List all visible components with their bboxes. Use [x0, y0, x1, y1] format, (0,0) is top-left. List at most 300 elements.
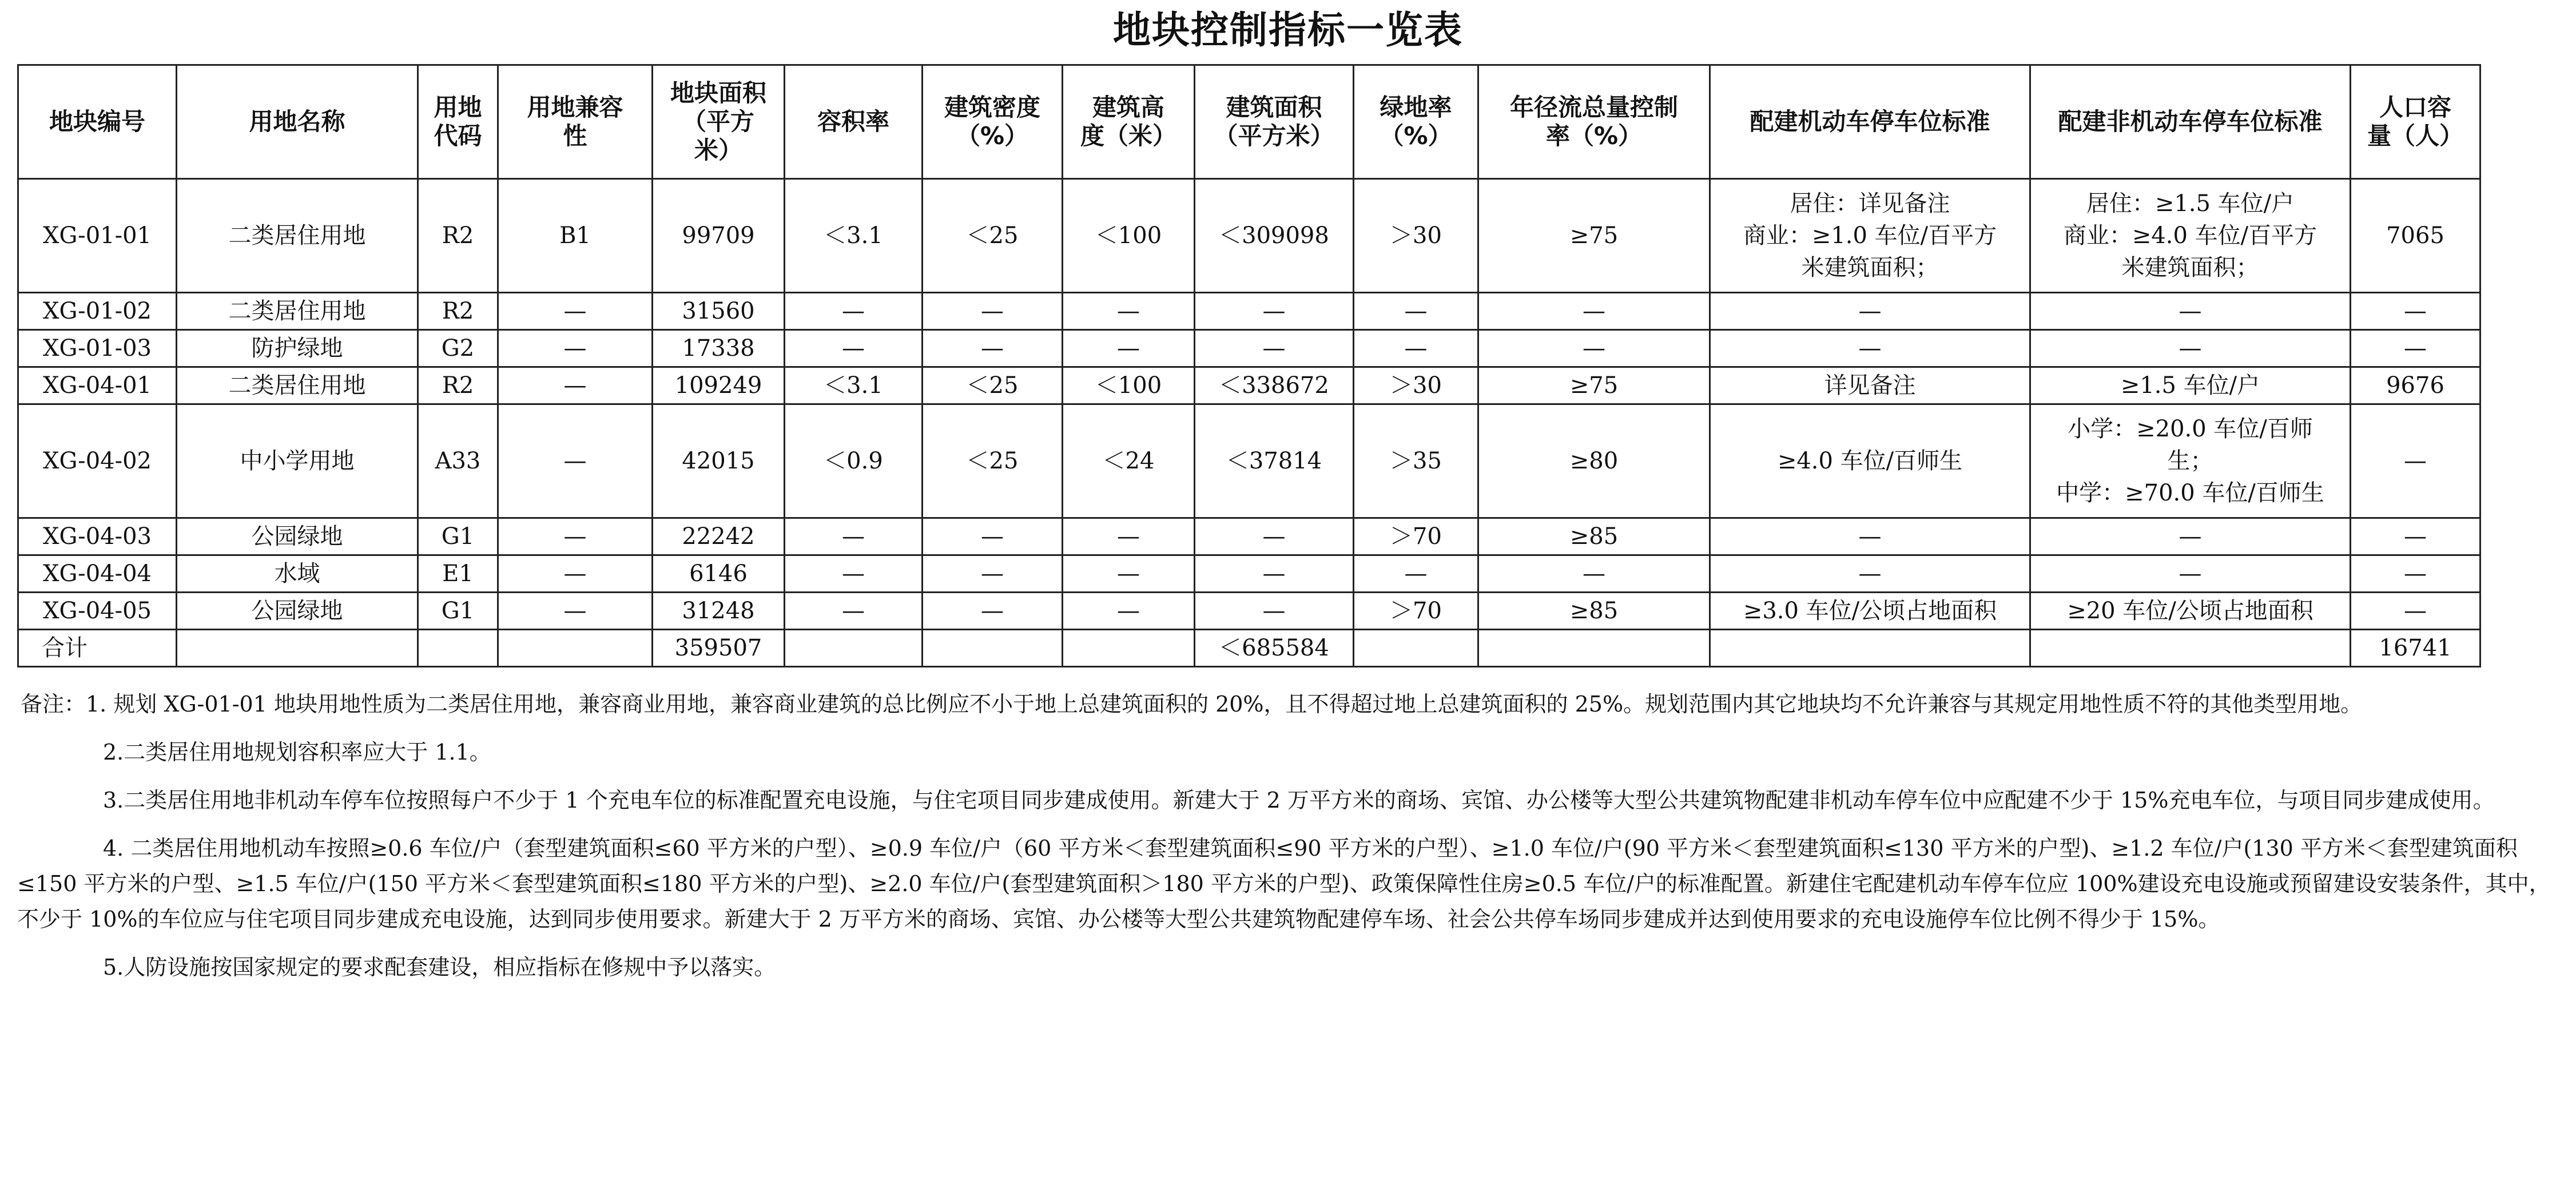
cell-runoff-control [1478, 404, 1710, 518]
cell-nonmotor-parking [2030, 330, 2351, 367]
header-line: 地块面积 [670, 79, 766, 107]
table-row [18, 179, 2480, 293]
cell-land-code [418, 630, 498, 667]
cell-line: — [563, 561, 587, 587]
cell-nonmotor-parking [2030, 367, 2351, 404]
header-line: 配建非机动车停车位标准 [2058, 108, 2323, 136]
cell-line: 99709 [682, 222, 755, 249]
cell-population [2351, 293, 2480, 330]
table-row [18, 555, 2480, 593]
cell-line: ＜309098 [1219, 222, 1329, 249]
cell-line: XG-01-03 [43, 335, 152, 361]
cell-line: ＜25 [966, 372, 1019, 399]
cell-plot-area [653, 630, 785, 667]
cell-motor-parking [1710, 404, 2030, 518]
cell-land-name [177, 555, 418, 593]
cell-line: 359507 [674, 635, 762, 661]
header-line: 建筑密度 [944, 93, 1040, 121]
cell-motor-parking [1710, 555, 2030, 593]
cell-building-density [923, 330, 1063, 367]
cell-nonmotor-parking [2030, 630, 2351, 667]
cell-line: — [2404, 335, 2427, 361]
note-3: 3.二类居住用地非机动车停车位按照每户不少于 1 个充电车位的标准配置充电设施，与住宅项目同步建成使用。新建大于 2 万平方米的商场、宾馆、办公楼等大型公共建筑物配建非机动车停车位中应配建不少于 15%充电车位，与项目同步建成使用。 [103, 788, 2495, 813]
cell-floor-area [1195, 293, 1354, 330]
note-2: 2.二类居住用地规划容积率应大于 1.1。 [103, 740, 491, 765]
cell-far [785, 330, 923, 367]
cell-green-ratio [1354, 404, 1478, 518]
cell-plot-id [18, 367, 177, 404]
cell-line: 居住：≥1.5 车位/户 [2086, 190, 2295, 217]
cell-land-code [418, 518, 498, 555]
cell-line: — [563, 448, 587, 474]
header-line: 用地 [434, 93, 482, 121]
cell-line: — [2404, 298, 2427, 324]
cell-line: — [1583, 561, 1605, 587]
cell-population [2351, 404, 2480, 518]
cell-building-height [1063, 555, 1195, 593]
cell-line: 16741 [2379, 635, 2452, 661]
cell-line: — [1404, 561, 1428, 587]
cell-line: ≥85 [1569, 598, 1619, 624]
header-line: 量（人） [2367, 122, 2463, 150]
cell-green-ratio [1354, 630, 1478, 667]
cell-line: ＜37814 [1226, 448, 1322, 474]
cell-land-code [418, 330, 498, 367]
table-row [18, 404, 2480, 518]
header-population [2351, 65, 2480, 179]
cell-line: — [2179, 335, 2202, 361]
header-green-ratio [1354, 65, 1478, 179]
note-4: 4. 二类居住用地机动车按照≥0.6 车位/户（套型建筑面积≤60 平方米的户型）、≥0.9 车位/户（60 平方米＜套型建筑面积≤90 平方米的户型）、≥1.0 车位/户(90 平方米＜套型建筑面积≤130 平方米的户型)、≥1.2 车位/户(130 平方米＜套型建筑面积≤150 平方米的户型、≥1.5 车位/户(150 平方米＜套型建筑面积≤180 平方米的户型)、≥2.0 车位/户(套型建筑面积＞180 平方米的户型)、政策保障性住房≥0.5 车位/户的标准配置。新建住宅配建机动车停车位应 100%建设充电设施或预留建设安装条件，其中，不少于 10%的车位应与住宅项目同步建成充电设施，达到同步使用要求。新建大于 2 万平方米的商场、宾馆、办公楼等大型公共建筑物配建停车场、社会公共停车场同步建成并达到使用要求的充电设施停车位比例不得少于 15%。 [17, 836, 2551, 932]
cell-green-ratio [1354, 593, 1478, 630]
header-far [785, 65, 923, 179]
note-1: 备注：1. 规划 XG-01-01 地块用地性质为二类居住用地，兼容商业用地，兼容商业建筑的总比例应不小于地上总建筑面积的 20%，且不得超过地上总建筑面积的 25%。规划范围内其它地块均不允许兼容与其规定用地性质不符的其他类型用地。 [21, 692, 2363, 717]
cell-building-density [923, 179, 1063, 293]
cell-line: 9676 [2386, 372, 2444, 399]
cell-building-density [923, 555, 1063, 593]
cell-line: ＞70 [1390, 598, 1442, 624]
cell-plot-id [18, 555, 177, 593]
cell-line: 31560 [682, 298, 755, 324]
note-5: 5.人防设施按国家规定的要求配套建设，相应指标在修规中予以落实。 [103, 955, 776, 980]
cell-line: — [842, 523, 865, 550]
cell-line: — [1858, 561, 1882, 587]
cell-floor-area [1195, 367, 1354, 404]
cell-line: — [2179, 298, 2202, 324]
cell-line: 居住：详见备注 [1790, 190, 1950, 217]
cell-motor-parking [1710, 630, 2030, 667]
cell-plot-id [18, 179, 177, 293]
cell-line: ＜24 [1102, 448, 1155, 474]
cell-building-density [923, 404, 1063, 518]
table-row [18, 518, 2480, 555]
cell-line: ＞70 [1390, 523, 1442, 550]
header-plot-area [653, 65, 785, 179]
cell-population [2351, 593, 2480, 630]
cell-line: 109249 [674, 372, 762, 399]
cell-line: ＞30 [1390, 222, 1442, 249]
cell-line: — [1117, 298, 1140, 324]
cell-line: 公园绿地 [251, 598, 343, 624]
cell-line: ＜685584 [1219, 635, 1329, 661]
header-line: 度（米） [1080, 122, 1176, 150]
cell-line: — [1117, 598, 1140, 624]
cell-plot-id [18, 630, 177, 667]
cell-population [2351, 555, 2480, 593]
cell-nonmotor-parking [2030, 293, 2351, 330]
cell-line: — [1404, 298, 1428, 324]
header-line: 地块编号 [49, 108, 145, 136]
header-line: 米） [694, 136, 742, 164]
cell-line: — [842, 298, 865, 324]
cell-building-height [1063, 593, 1195, 630]
cell-far [785, 367, 923, 404]
header-line: 性 [563, 122, 587, 150]
cell-building-density [923, 293, 1063, 330]
cell-line: ≥4.0 车位/百师生 [1777, 448, 1963, 474]
cell-motor-parking [1710, 293, 2030, 330]
cell-land-name [177, 367, 418, 404]
cell-compatibility [498, 179, 653, 293]
cell-plot-area [653, 593, 785, 630]
cell-building-density [923, 518, 1063, 555]
notes-section [17, 686, 2562, 998]
cell-line: — [563, 598, 587, 624]
cell-floor-area [1195, 179, 1354, 293]
cell-population [2351, 518, 2480, 555]
cell-far [785, 555, 923, 593]
header-floor-area [1195, 65, 1354, 179]
cell-compatibility [498, 630, 653, 667]
cell-building-height [1063, 330, 1195, 367]
header-line: 人口容 [2379, 93, 2451, 121]
cell-line: 二类居住用地 [228, 222, 366, 249]
table-header-row [18, 65, 2480, 179]
cell-line: — [2179, 523, 2202, 550]
cell-building-height [1063, 404, 1195, 518]
cell-line: — [1262, 598, 1286, 624]
cell-line: — [1117, 335, 1140, 361]
cell-line: XG-01-02 [43, 298, 152, 324]
cell-compatibility [498, 293, 653, 330]
cell-line: ≥20 车位/公顷占地面积 [2067, 598, 2313, 624]
cell-line: — [981, 335, 1004, 361]
cell-line: 防护绿地 [251, 335, 343, 361]
cell-runoff-control [1478, 518, 1710, 555]
cell-line: — [1404, 335, 1428, 361]
cell-line: ≥3.0 车位/公顷占地面积 [1743, 598, 1997, 624]
cell-line: ＜25 [966, 448, 1019, 474]
cell-motor-parking [1710, 330, 2030, 367]
cell-line: ＜25 [966, 222, 1019, 249]
cell-line: — [1262, 523, 1286, 550]
cell-compatibility [498, 593, 653, 630]
cell-runoff-control [1478, 593, 1710, 630]
cell-line: ≥75 [1569, 222, 1619, 249]
header-line: 率（%） [1545, 122, 1643, 150]
cell-line: 商业：≥1.0 车位/百平方 [1743, 222, 1997, 249]
cell-floor-area [1195, 630, 1354, 667]
cell-plot-area [653, 555, 785, 593]
table-row [18, 367, 2480, 404]
cell-land-name [177, 330, 418, 367]
cell-line: — [842, 598, 865, 624]
cell-green-ratio [1354, 518, 1478, 555]
cell-far [785, 179, 923, 293]
cell-building-height [1063, 179, 1195, 293]
header-line: （%） [1380, 122, 1452, 150]
cell-land-code [418, 293, 498, 330]
cell-motor-parking [1710, 518, 2030, 555]
cell-line: XG-04-02 [43, 448, 152, 474]
header-line: 容积率 [817, 108, 889, 136]
cell-line: XG-01-01 [43, 222, 152, 249]
cell-building-height [1063, 367, 1195, 404]
cell-line: 商业：≥4.0 车位/百平方 [2063, 222, 2317, 249]
cell-line: ＜3.1 [824, 372, 883, 399]
cell-floor-area [1195, 404, 1354, 518]
cell-floor-area [1195, 518, 1354, 555]
header-line: 绿地率 [1380, 93, 1452, 121]
header-line: 建筑高 [1092, 93, 1164, 121]
cell-compatibility [498, 404, 653, 518]
cell-plot-id [18, 404, 177, 518]
cell-land-name [177, 593, 418, 630]
cell-line: B1 [559, 222, 591, 249]
cell-line: — [1117, 523, 1140, 550]
cell-plot-id [18, 293, 177, 330]
cell-line: ＜100 [1095, 222, 1162, 249]
cell-land-code [418, 593, 498, 630]
cell-line: G1 [441, 523, 475, 550]
cell-runoff-control [1478, 293, 1710, 330]
cell-runoff-control [1478, 367, 1710, 404]
cell-land-name [177, 518, 418, 555]
cell-line: G2 [441, 335, 475, 361]
cell-floor-area [1195, 593, 1354, 630]
cell-compatibility [498, 330, 653, 367]
cell-floor-area [1195, 330, 1354, 367]
cell-line: 二类居住用地 [228, 372, 366, 399]
cell-population [2351, 330, 2480, 367]
header-land-name [177, 65, 418, 179]
cell-line: — [2404, 561, 2427, 587]
cell-line: ＜0.9 [824, 448, 883, 474]
cell-line: 二类居住用地 [228, 298, 366, 324]
cell-line: — [1583, 298, 1605, 324]
cell-line: ≥80 [1569, 448, 1619, 474]
header-line: 用地名称 [249, 108, 345, 136]
cell-line: — [981, 523, 1004, 550]
cell-land-code [418, 367, 498, 404]
cell-line: 31248 [682, 598, 755, 624]
cell-runoff-control [1478, 330, 1710, 367]
table-row [18, 293, 2480, 330]
cell-motor-parking [1710, 593, 2030, 630]
cell-line: ＜3.1 [824, 222, 883, 249]
cell-line: — [1117, 561, 1140, 587]
cell-far [785, 293, 923, 330]
cell-land-name [177, 404, 418, 518]
header-land-code [418, 65, 498, 179]
cell-line: ≥75 [1569, 372, 1619, 399]
cell-line: 22242 [682, 523, 755, 550]
cell-land-name [177, 630, 418, 667]
cell-building-density [923, 630, 1063, 667]
cell-line: A33 [435, 448, 481, 474]
cell-line: — [2404, 448, 2427, 474]
cell-line: — [981, 561, 1004, 587]
cell-green-ratio [1354, 555, 1478, 593]
cell-line: — [563, 335, 587, 361]
cell-plot-area [653, 518, 785, 555]
cell-building-density [923, 367, 1063, 404]
cell-line: ≥85 [1569, 523, 1619, 550]
cell-plot-id [18, 330, 177, 367]
cell-line: — [1858, 335, 1882, 361]
cell-line: ≥1.5 车位/户 [2120, 372, 2260, 399]
cell-line: R2 [442, 222, 474, 249]
control-index-table [17, 64, 2481, 667]
cell-nonmotor-parking [2030, 555, 2351, 593]
cell-line: — [2404, 523, 2427, 550]
cell-land-code [418, 555, 498, 593]
cell-floor-area [1195, 555, 1354, 593]
cell-green-ratio [1354, 293, 1478, 330]
document-title: 地块控制指标一览表 [1113, 8, 1463, 52]
cell-line: — [563, 372, 587, 399]
header-building-height [1063, 65, 1195, 179]
cell-nonmotor-parking [2030, 518, 2351, 555]
header-line: 配建机动车停车位标准 [1750, 108, 1990, 136]
cell-line: 生； [2167, 448, 2213, 474]
cell-plot-area [653, 367, 785, 404]
header-line: （平方米） [1214, 122, 1334, 150]
cell-land-code [418, 179, 498, 293]
cell-far [785, 518, 923, 555]
cell-line: R2 [442, 298, 474, 324]
cell-line: 17338 [682, 335, 755, 361]
header-line: （%） [956, 122, 1029, 150]
cell-line: ＜100 [1095, 372, 1162, 399]
cell-building-density [923, 593, 1063, 630]
cell-population [2351, 367, 2480, 404]
cell-line: E1 [442, 561, 474, 587]
cell-compatibility [498, 555, 653, 593]
cell-line: 小学：≥20.0 车位/百师 [2068, 416, 2313, 442]
cell-line: ＞30 [1390, 372, 1442, 399]
cell-population [2351, 179, 2480, 293]
cell-line: — [842, 335, 865, 361]
cell-motor-parking [1710, 367, 2030, 404]
cell-line: — [2404, 598, 2427, 624]
cell-line: 合计 [42, 635, 88, 661]
cell-line: XG-04-01 [43, 372, 152, 399]
table-body [18, 179, 2480, 667]
cell-plot-area [653, 179, 785, 293]
cell-far [785, 593, 923, 630]
cell-line: — [1262, 335, 1286, 361]
cell-line: — [1262, 561, 1286, 587]
cell-line: — [842, 561, 865, 587]
cell-compatibility [498, 367, 653, 404]
cell-land-code [418, 404, 498, 518]
cell-land-name [177, 293, 418, 330]
cell-line: 中小学用地 [240, 448, 355, 474]
cell-line: — [1858, 523, 1882, 550]
header-motor-parking [1710, 65, 2030, 179]
header-plot-id [18, 65, 177, 179]
cell-line: 详见备注 [1824, 372, 1916, 399]
header-line: 建筑面积 [1226, 93, 1322, 121]
cell-line: — [1262, 298, 1286, 324]
cell-line: XG-04-05 [43, 598, 152, 624]
cell-line: 公园绿地 [251, 523, 343, 550]
cell-line: 米建筑面积； [1801, 255, 1939, 281]
header-building-density [923, 65, 1063, 179]
cell-compatibility [498, 518, 653, 555]
header-runoff-control [1478, 65, 1710, 179]
header-line: （平方 [682, 108, 754, 136]
cell-line: 中学：≥70.0 车位/百师生 [2056, 480, 2324, 506]
cell-green-ratio [1354, 330, 1478, 367]
header-line: 用地兼容 [527, 93, 623, 121]
cell-nonmotor-parking [2030, 404, 2351, 518]
cell-land-name [177, 179, 418, 293]
table-row [18, 593, 2480, 630]
cell-line: XG-04-04 [43, 561, 152, 587]
cell-plot-area [653, 404, 785, 518]
cell-line: ＜338672 [1219, 372, 1329, 399]
cell-line: — [563, 298, 587, 324]
cell-line: 7065 [2386, 222, 2444, 249]
header-nonmotor-parking [2030, 65, 2351, 179]
cell-plot-area [653, 330, 785, 367]
cell-green-ratio [1354, 367, 1478, 404]
total-row [18, 630, 2480, 667]
cell-plot-id [18, 593, 177, 630]
cell-runoff-control [1478, 630, 1710, 667]
cell-line: — [981, 598, 1004, 624]
cell-line: 6146 [689, 561, 748, 587]
cell-runoff-control [1478, 555, 1710, 593]
cell-line: — [1583, 335, 1605, 361]
cell-line: 米建筑面积； [2121, 255, 2259, 281]
cell-line: 42015 [682, 448, 755, 474]
cell-green-ratio [1354, 179, 1478, 293]
cell-far [785, 630, 923, 667]
cell-building-height [1063, 630, 1195, 667]
cell-runoff-control [1478, 179, 1710, 293]
cell-plot-area [653, 293, 785, 330]
table-row [18, 330, 2480, 367]
cell-line: G1 [441, 598, 475, 624]
cell-line: ＞35 [1390, 448, 1442, 474]
cell-motor-parking [1710, 179, 2030, 293]
cell-line: R2 [442, 372, 474, 399]
cell-line: — [2179, 561, 2202, 587]
cell-population [2351, 630, 2480, 667]
cell-nonmotor-parking [2030, 593, 2351, 630]
cell-far [785, 404, 923, 518]
cell-plot-id [18, 518, 177, 555]
cell-line: 水域 [274, 561, 320, 587]
cell-line: — [1858, 298, 1882, 324]
header-line: 代码 [434, 122, 482, 150]
cell-building-height [1063, 518, 1195, 555]
cell-line: — [981, 298, 1004, 324]
header-line: 年径流总量控制 [1509, 93, 1678, 121]
